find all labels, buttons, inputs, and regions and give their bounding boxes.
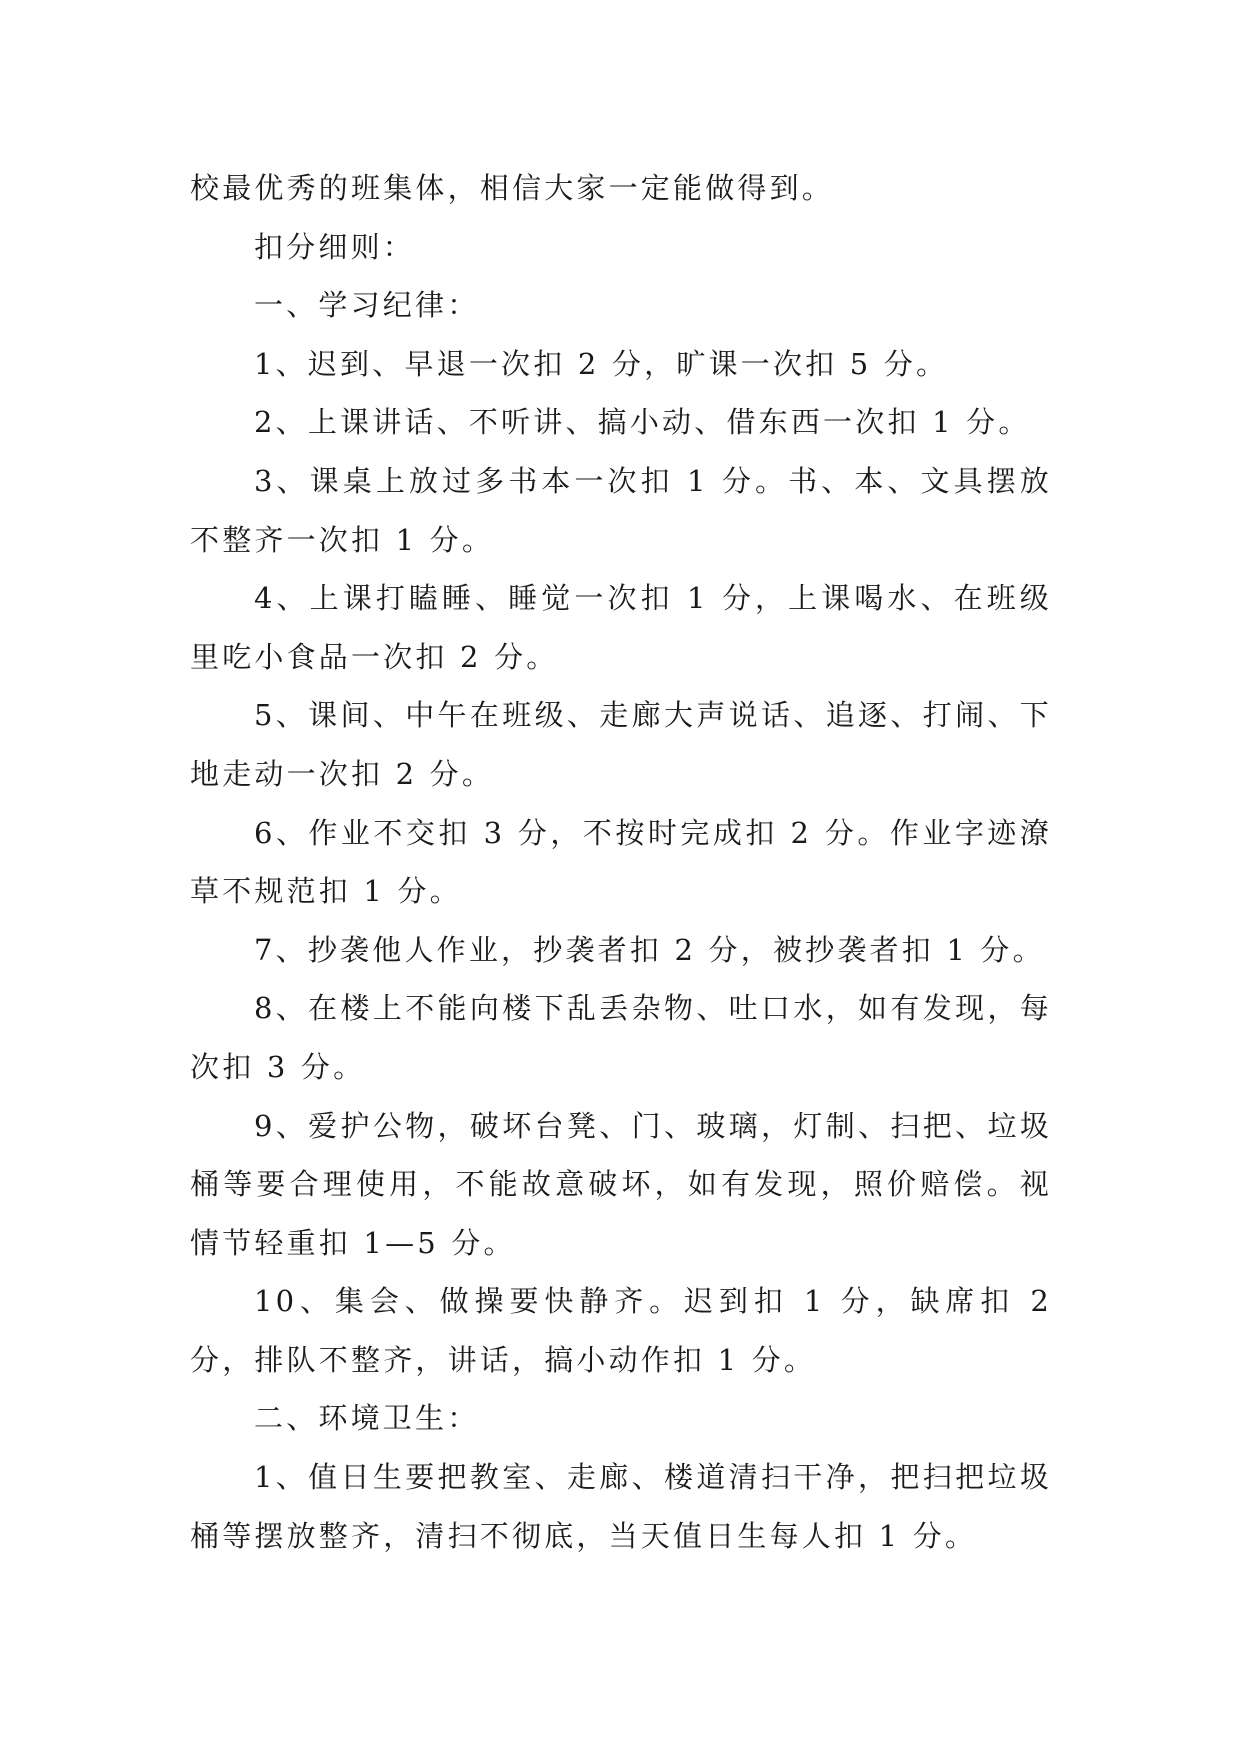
rule-item: 9、爱护公物，破坏台凳、门、玻璃，灯制、扫把、垃圾桶等要合理使用，不能故意破坏，如有发现，照价赔偿。视情节轻重扣 1—5 分。 [190, 1108, 1052, 1260]
paragraph: 扣分细则： [254, 229, 416, 264]
rule-item: 10、集会、做操要快静齐。迟到扣 1 分，缺席扣 2 分，排队不整齐，讲话，搞小动作扣 1 分。 [190, 1284, 1052, 1377]
rule-item: 1、值日生要把教室、走廊、楼道清扫干净，把扫把垃圾桶等摆放整齐，清扫不彻底，当天值日生每人扣 1 分。 [190, 1460, 1052, 1553]
rule-item: 5、课间、中午在班级、走廊大声说话、追逐、打闹、下地走动一次扣 2 分。 [190, 698, 1052, 791]
rule-item: 6、作业不交扣 3 分，不按时完成扣 2 分。作业字迹潦草不规范扣 1 分。 [190, 815, 1052, 909]
rule-item: 2、上课讲话、不听讲、搞小动、借东西一次扣 1 分。 [254, 405, 1031, 440]
paragraph: 校最优秀的班集体，相信大家一定能做得到。 [190, 171, 835, 205]
section-heading: 一、学习纪律： [254, 288, 480, 323]
rule-item: 7、抄袭他人作业，抄袭者扣 2 分，被抄袭者扣 1 分。 [254, 932, 1045, 967]
rule-item: 4、上课打瞌睡、睡觉一次扣 1 分，上课喝水、在班级里吃小食品一次扣 2 分。 [190, 581, 1052, 674]
rule-item: 3、课桌上放过多书本一次扣 1 分。书、本、文具摆放不整齐一次扣 1 分。 [190, 463, 1052, 557]
rule-item: 8、在楼上不能向楼下乱丢杂物、吐口水，如有发现，每次扣 3 分。 [190, 991, 1052, 1084]
section-heading: 二、环境卫生： [254, 1401, 480, 1436]
rule-item: 1、迟到、早退一次扣 2 分，旷课一次扣 5 分。 [254, 346, 949, 381]
document-body [190, 159, 1052, 1565]
